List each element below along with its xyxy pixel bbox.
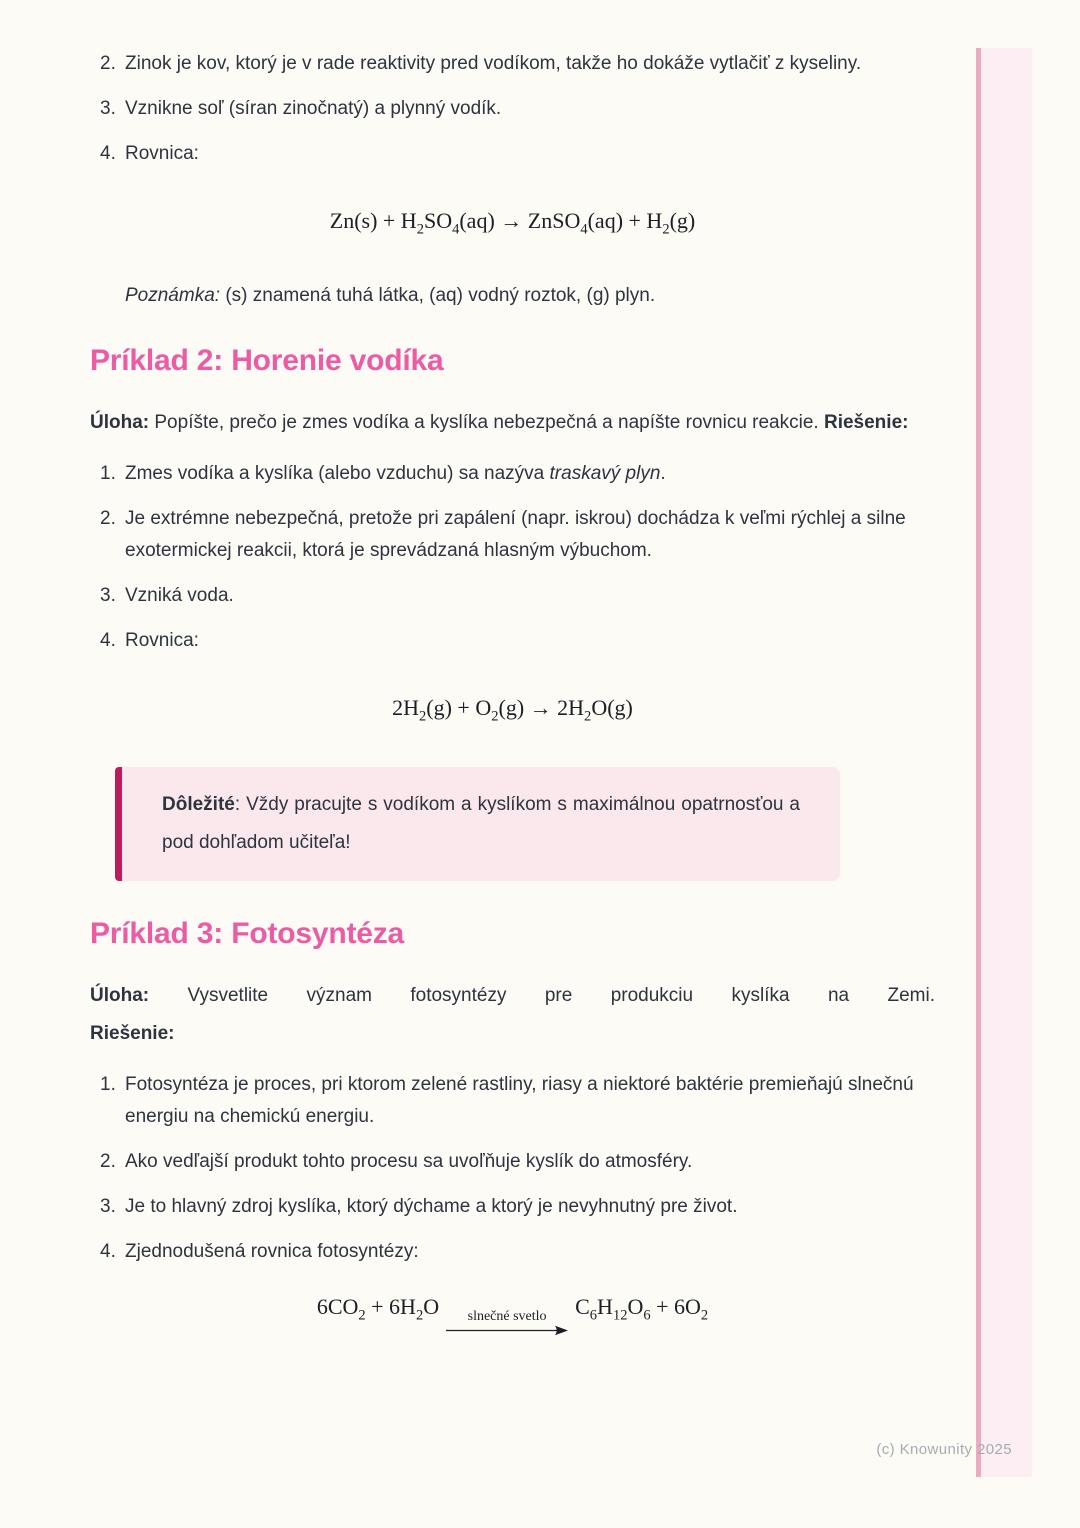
eq-text: (g) bbox=[669, 208, 696, 233]
eq-subscript: 2 bbox=[358, 1307, 366, 1324]
eq-left-side bbox=[316, 1294, 440, 1324]
important-callout bbox=[115, 767, 840, 881]
eq-text: O bbox=[627, 1294, 644, 1319]
list-item-number: 4. bbox=[100, 143, 116, 164]
list-item-text: Ako vedľajší produkt tohto procesu sa uvoľňuje kyslík do atmosféry. bbox=[125, 1151, 693, 1172]
list-item bbox=[90, 503, 935, 567]
eq-subscript: 6 bbox=[589, 1307, 598, 1324]
list-item-number: 3. bbox=[100, 585, 116, 606]
list-item bbox=[90, 625, 935, 657]
task-label: Úloha: bbox=[90, 412, 150, 433]
eq-subscript: 2 bbox=[419, 708, 427, 725]
list-item-number: 4. bbox=[100, 630, 116, 651]
note-label: Poznámka: bbox=[125, 285, 221, 306]
list-item bbox=[90, 138, 935, 170]
numbered-list-hydrogen bbox=[90, 458, 935, 657]
list-item-number: 3. bbox=[100, 1196, 116, 1217]
list-item-text: Fotosyntéza je proces, pri ktorom zelené rastliny, riasy a niektoré baktérie premieňajú slnečnú energiu na chemickú energiu. bbox=[125, 1074, 914, 1127]
callout-text: : Vždy pracujte s vodíkom a kyslíkom s maximálnou opatrnosťou a pod dohľadom učiteľa! bbox=[162, 794, 800, 853]
eq-text: Zn(s) + H bbox=[329, 208, 417, 233]
equation-photosynthesis bbox=[90, 1292, 935, 1336]
eq-subscript: 2 bbox=[415, 1307, 424, 1324]
list-item bbox=[90, 1236, 935, 1268]
arrow-icon bbox=[446, 1325, 568, 1336]
eq-subscript: 2 bbox=[662, 221, 670, 238]
list-item-text bbox=[125, 458, 935, 490]
eq-text: (aq) → ZnSO bbox=[459, 208, 581, 233]
copyright-footer: (c) Knowunity 2025 bbox=[876, 1441, 1012, 1458]
eq-text: H bbox=[597, 1294, 613, 1319]
list-item-text: Je extrémne nebezpečná, pretože pri zapálení (napr. iskrou) dochádza k veľmi rýchlej a silne exotermickej reakcii, ktorá je sprevádzaná hlasným výbuchom. bbox=[125, 508, 906, 561]
eq-right-side bbox=[575, 1294, 709, 1324]
document-content bbox=[90, 48, 935, 1336]
list-item-number: 1. bbox=[100, 1074, 116, 1095]
list-item-number: 2. bbox=[100, 1151, 116, 1172]
eq-subscript: 2 bbox=[584, 708, 592, 725]
eq-text: 2H bbox=[392, 695, 420, 720]
eq-subscript: 2 bbox=[700, 1307, 709, 1324]
task-text-line bbox=[90, 977, 935, 1015]
list-item-text: Zjednodušená rovnica fotosyntézy: bbox=[125, 1241, 419, 1262]
list-item-text: Je to hlavný zdroj kyslíka, ktorý dýchame a ktorý je nevyhnutný pre život. bbox=[125, 1196, 738, 1217]
eq-text: O(g) bbox=[591, 695, 633, 720]
list-item-italic: traskavý plyn bbox=[549, 463, 661, 484]
list-item-text-part: . bbox=[660, 463, 666, 484]
eq-text: O bbox=[423, 1294, 440, 1319]
equation-hydrogen-combustion bbox=[90, 693, 935, 723]
list-item bbox=[90, 1191, 935, 1223]
list-item bbox=[90, 1069, 935, 1133]
list-item-text-part: Zmes vodíka a kyslíka (alebo vzduchu) sa nazýva bbox=[125, 463, 550, 484]
list-item bbox=[90, 1146, 935, 1178]
eq-text: (g) + O bbox=[426, 695, 492, 720]
eq-text: SO bbox=[423, 208, 453, 233]
numbered-list-photosynthesis bbox=[90, 1069, 935, 1268]
list-item bbox=[90, 580, 935, 612]
list-item-text: Rovnica: bbox=[125, 630, 199, 651]
solution-label: Riešenie: bbox=[823, 412, 909, 433]
list-item bbox=[90, 48, 935, 80]
eq-subscript: 2 bbox=[416, 221, 424, 238]
heading-priklad-3: Príklad 3: Fotosyntéza bbox=[90, 917, 405, 950]
list-item bbox=[90, 93, 935, 125]
eq-subscript: 2 bbox=[491, 708, 499, 725]
list-item-number: 2. bbox=[100, 508, 116, 529]
list-item-text: Zinok je kov, ktorý je v rade reaktivity pred vodíkom, takže ho dokáže vytlačiť z kyseliny. bbox=[125, 53, 862, 74]
list-item-number: 1. bbox=[100, 463, 116, 484]
list-item-text: Vznikne soľ (síran zinočnatý) a plynný vodík. bbox=[125, 98, 502, 119]
eq-text: (aq) + H bbox=[587, 208, 663, 233]
numbered-list-zinc bbox=[90, 48, 935, 170]
equation-zinc-sulfuric-acid bbox=[90, 206, 935, 236]
reaction-arrow bbox=[446, 1309, 568, 1336]
heading-priklad-2: Príklad 2: Horenie vodíka bbox=[90, 344, 444, 377]
eq-text: + 6H bbox=[365, 1294, 416, 1319]
eq-subscript: 6 bbox=[643, 1307, 651, 1324]
list-item-number: 3. bbox=[100, 98, 116, 119]
task-label: Úloha: bbox=[90, 985, 150, 1006]
reaction-condition-label: slnečné svetlo bbox=[467, 1309, 547, 1324]
list-item-number: 2. bbox=[100, 53, 116, 74]
eq-subscript: 4 bbox=[580, 221, 588, 238]
note-text: (s) znamená tuhá látka, (aq) vodný roztok, (g) plyn. bbox=[220, 285, 656, 306]
eq-subscript: 4 bbox=[452, 221, 460, 238]
list-item-text: Rovnica: bbox=[125, 143, 199, 164]
callout-label: Dôležité bbox=[162, 794, 235, 815]
list-item bbox=[90, 458, 935, 490]
task-2 bbox=[90, 404, 935, 442]
task-text: Popíšte, prečo je zmes vodíka a kyslíka nebezpečná a napíšte rovnicu reakcie. bbox=[149, 412, 824, 433]
list-item-text: Vzniká voda. bbox=[125, 585, 234, 606]
page-edge-strip bbox=[976, 48, 1032, 1477]
list-item-number: 4. bbox=[100, 1241, 116, 1262]
eq-text: C bbox=[575, 1294, 590, 1319]
task-text: Vysvetlite význam fotosyntézy pre produkciu kyslíka na Zemi. bbox=[149, 985, 935, 1006]
eq-subscript: 12 bbox=[612, 1307, 628, 1324]
task-3 bbox=[90, 977, 935, 1053]
eq-text: + 6O bbox=[650, 1294, 701, 1319]
note-paragraph bbox=[125, 280, 935, 312]
eq-text: (g) → 2H bbox=[498, 695, 585, 720]
solution-label: Riešenie: bbox=[90, 1023, 175, 1044]
eq-text: 6CO bbox=[316, 1294, 359, 1319]
